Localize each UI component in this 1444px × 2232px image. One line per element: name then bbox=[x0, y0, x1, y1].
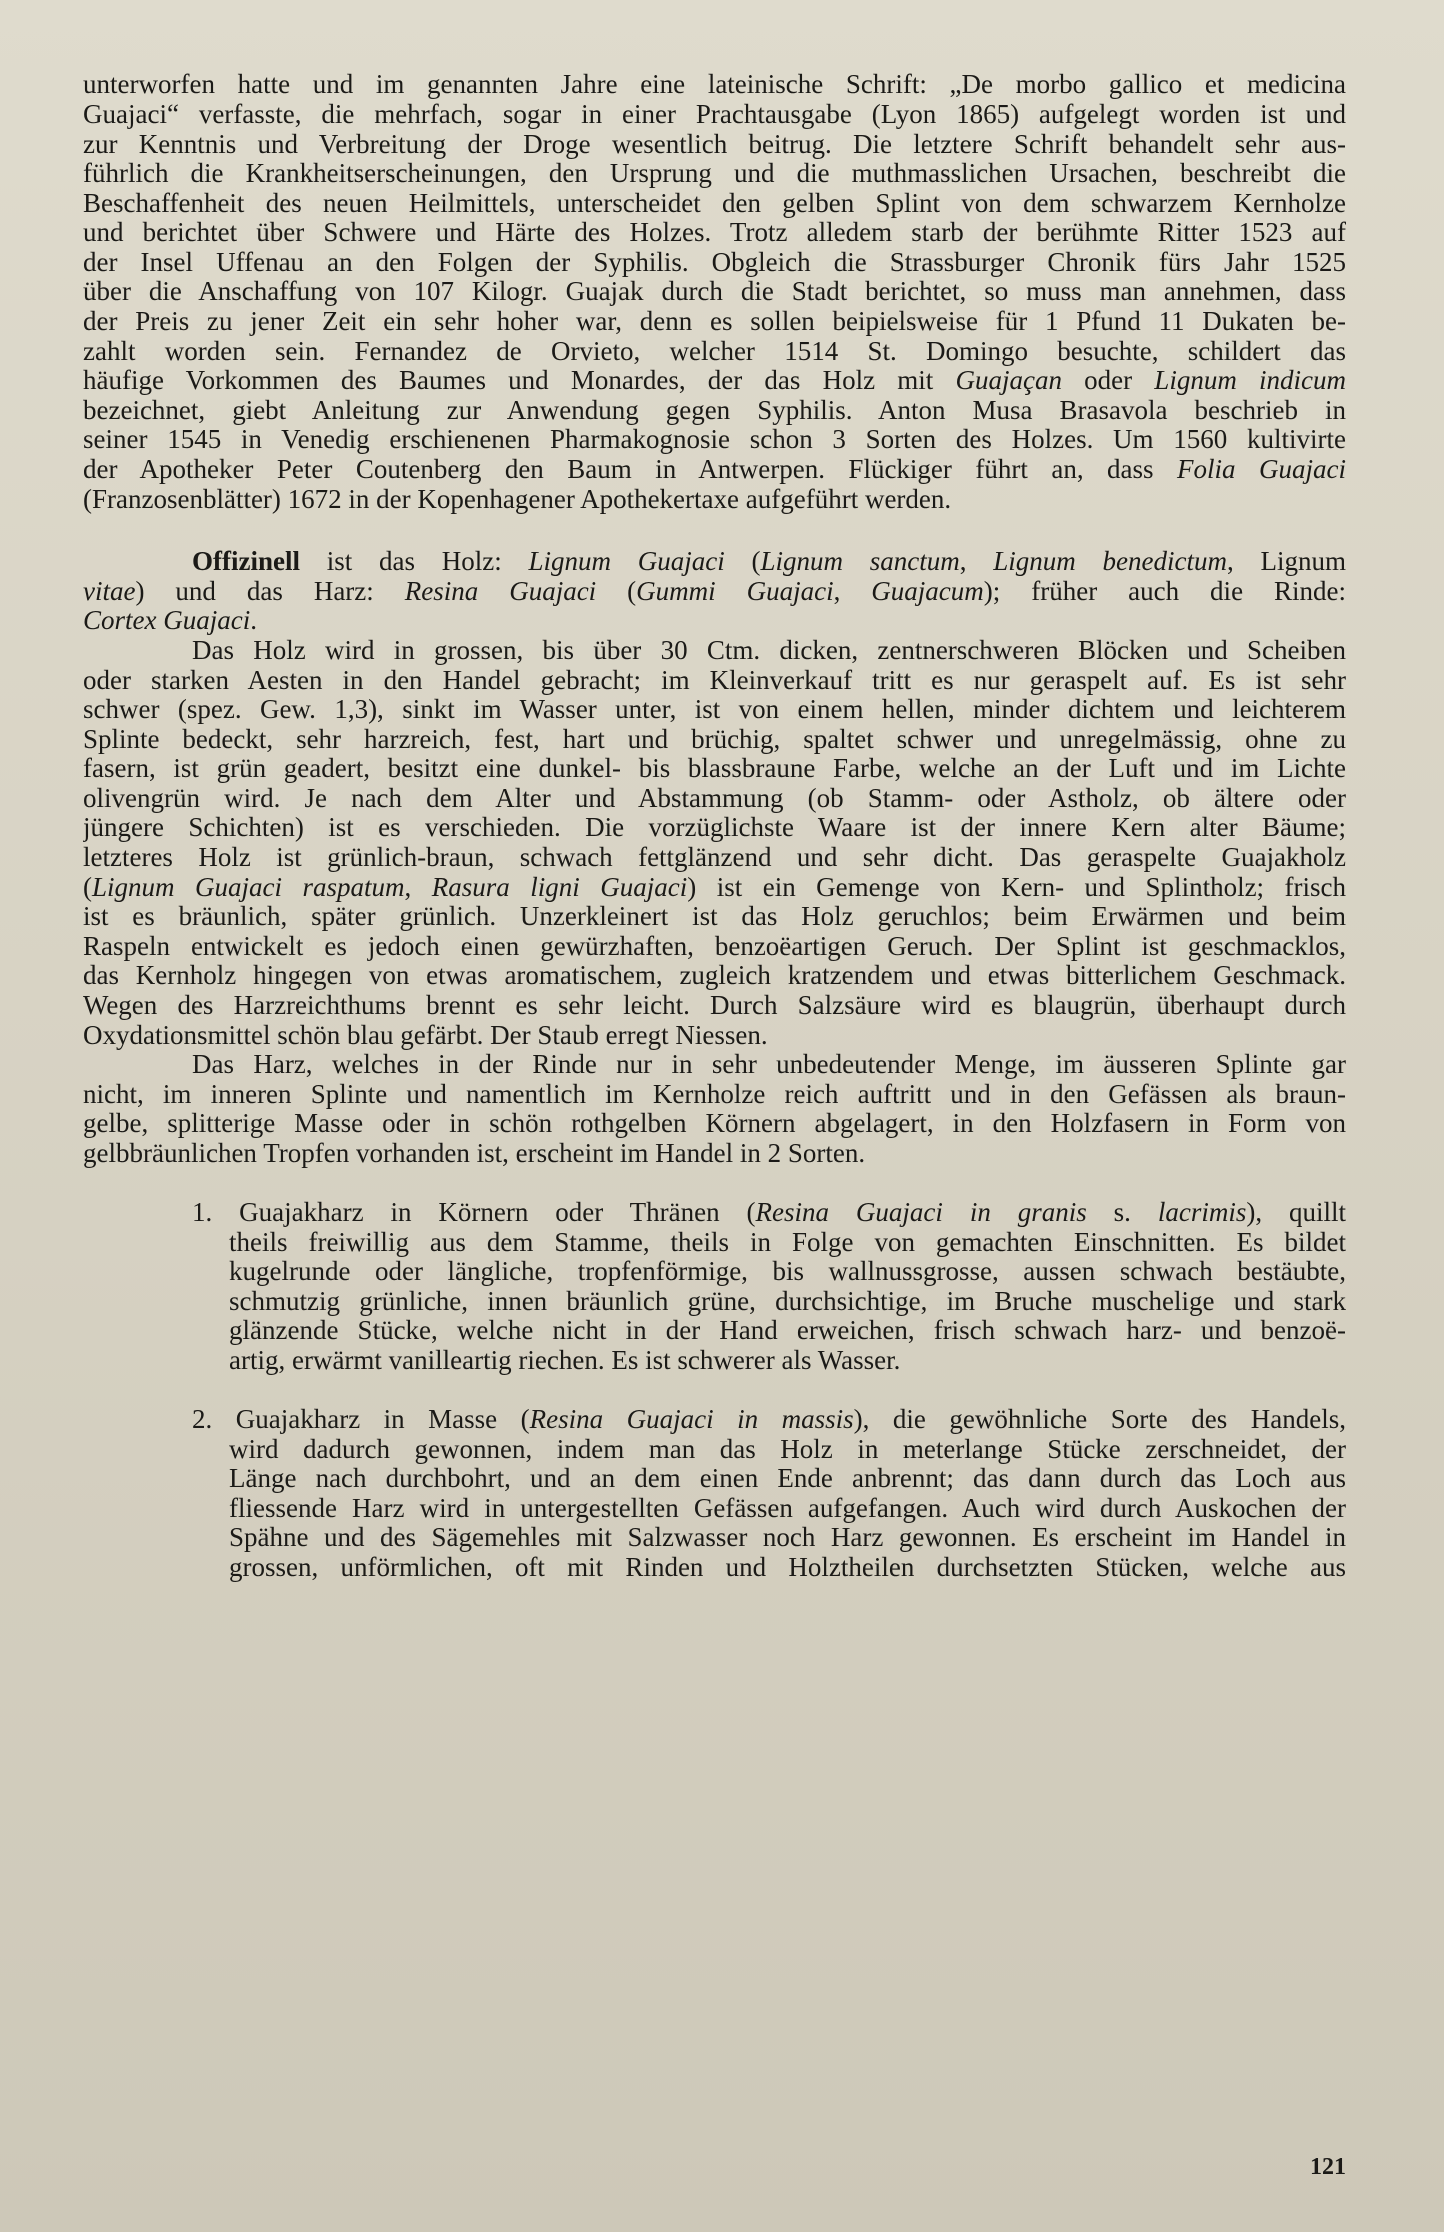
text-line: oder starken Aesten in den Handel gebracht; im Kleinverkauf tritt es nur geraspelt auf. Es ist sehr bbox=[83, 665, 1346, 695]
text-line: nicht, im inneren Splinte und namentlich im Kernholze reich auftritt und in den Gefässen als braun- bbox=[83, 1079, 1346, 1109]
text-line: gelbbräunlichen Tropfen vorhanden ist, erscheint im Handel in 2 Sorten. bbox=[83, 1138, 866, 1168]
text-line: vitae) und das Harz: Resina Guajaci (Gummi Guajaci, Guajacum); früher auch die Rinde: bbox=[83, 576, 1346, 606]
text-line: artig, erwärmt vanilleartig riechen. Es ist schwerer als Wasser. bbox=[229, 1345, 901, 1375]
text-line: schwer (spez. Gew. 1,3), sinkt im Wasser unter, ist von einem hellen, minder dichtem und leichterem bbox=[83, 694, 1346, 724]
text-line: 2. Guajakharz in Masse (Resina Guajaci in massis), die gewöhnliche Sorte des Handels, bbox=[192, 1404, 1346, 1434]
text-line: Offizinell ist das Holz: Lignum Guajaci (Lignum sanctum, Lignum benedictum, Lignum bbox=[192, 546, 1346, 576]
text-line: seiner 1545 in Venedig erschienenen Pharmakognosie schon 3 Sorten des Holzes. Um 1560 kultivirte bbox=[83, 424, 1346, 454]
text-line: das Kernholz hingegen von etwas aromatischem, zugleich kratzendem und etwas bitterlichem Geschmack. bbox=[83, 960, 1346, 990]
text-line: der Preis zu jener Zeit ein sehr hoher war, denn es sollen beipielsweise für 1 Pfund 11 Dukaten be- bbox=[83, 306, 1346, 336]
text-line: ist es bräunlich, später grünlich. Unzerkleinert ist das Holz geruchlos; beim Erwärmen und beim bbox=[83, 901, 1346, 931]
text-line: gelbe, splitterige Masse oder in schön rothgelben Körnern abgelagert, in den Holzfasern in Form von bbox=[83, 1108, 1346, 1138]
text-line: führlich die Krankheitserscheinungen, den Ursprung und die muthmasslichen Ursachen, beschreibt die bbox=[83, 158, 1346, 188]
text-line: Das Holz wird in grossen, bis über 30 Ctm. dicken, zentnerschweren Blöcken und Scheiben bbox=[192, 635, 1346, 665]
text-line: kugelrunde oder längliche, tropfenförmige, bis wallnussgrosse, aussen schwach bestäubte, bbox=[229, 1256, 1346, 1286]
text-line: Cortex Guajaci. bbox=[83, 605, 257, 635]
text-line: Beschaffenheit des neuen Heilmittels, unterscheidet den gelben Splint von dem schwarzem Kernholze bbox=[83, 188, 1346, 218]
text-line: schmutzig grünliche, innen bräunlich grüne, durchsichtige, im Bruche muschelige und stark bbox=[229, 1286, 1346, 1316]
text-line: Das Harz, welches in der Rinde nur in sehr unbedeutender Menge, im äusseren Splinte gar bbox=[192, 1049, 1346, 1079]
text-line: zur Kenntnis und Verbreitung der Droge wesentlich beitrug. Die letztere Schrift behandelt sehr aus- bbox=[83, 129, 1346, 159]
page-number: 121 bbox=[1310, 2154, 1346, 2180]
text-line: unterworfen hatte und im genannten Jahre eine lateinische Schrift: „De morbo gallico et medicina bbox=[83, 69, 1346, 99]
text-line: Guajaci“ verfasste, die mehrfach, sogar in einer Prachtausgabe (Lyon 1865) aufgelegt worden ist und bbox=[83, 99, 1346, 129]
text-line: jüngere Schichten) ist es verschieden. Die vorzüglichste Waare ist der innere Kern alter Bäume; bbox=[83, 812, 1346, 842]
text-line: und berichtet über Schwere und Härte des Holzes. Trotz alledem starb der berühmte Ritter 1523 auf bbox=[83, 217, 1346, 247]
text-line: theils freiwillig aus dem Stamme, theils in Folge von gemachten Einschnitten. Es bildet bbox=[229, 1227, 1346, 1257]
text-line: Oxydationsmittel schön blau gefärbt. Der Staub erregt Niessen. bbox=[83, 1020, 768, 1050]
text-line: wird dadurch gewonnen, indem man das Holz in meterlange Stücke zerschneidet, der bbox=[229, 1434, 1346, 1464]
text-line: der Apotheker Peter Coutenberg den Baum in Antwerpen. Flückiger führt an, dass Folia Guajaci bbox=[83, 454, 1346, 484]
text-line: grossen, unförmlichen, oft mit Rinden und Holztheilen durchsetzten Stücken, welche aus bbox=[229, 1552, 1346, 1582]
text-line: bezeichnet, giebt Anleitung zur Anwendung gegen Syphilis. Anton Musa Brasavola beschrieb in bbox=[83, 395, 1346, 425]
text-line: letzteres Holz ist grünlich-braun, schwach fettglänzend und sehr dicht. Das geraspelte Guajakholz bbox=[83, 842, 1346, 872]
text-line: Wegen des Harzreichthums brennt es sehr leicht. Durch Salzsäure wird es blaugrün, überhaupt durch bbox=[83, 990, 1346, 1020]
text-line: zahlt worden sein. Fernandez de Orvieto, welcher 1514 St. Domingo besuchte, schildert das bbox=[83, 336, 1346, 366]
text-line: (Lignum Guajaci raspatum, Rasura ligni Guajaci) ist ein Gemenge von Kern- und Splintholz; frisch bbox=[83, 872, 1346, 902]
text-line: Raspeln entwickelt es jedoch einen gewürzhaften, benzoëartigen Geruch. Der Splint ist geschmacklos, bbox=[83, 931, 1346, 961]
text-line: Spähne und des Sägemehles mit Salzwasser noch Harz gewonnen. Es erscheint im Handel in bbox=[229, 1522, 1346, 1552]
text-line: fliessende Harz wird in untergestellten Gefässen aufgefangen. Auch wird durch Auskochen der bbox=[229, 1493, 1346, 1523]
text-line: Splinte bedeckt, sehr harzreich, fest, hart und brüchig, spaltet schwer und unregelmässig, ohne zu bbox=[83, 724, 1346, 754]
text-line: fasern, ist grün geadert, besitzt eine dunkel- bis blassbraune Farbe, welche an der Luft und im Lichte bbox=[83, 753, 1346, 783]
text-line: (Franzosenblätter) 1672 in der Kopenhagener Apothekertaxe aufgeführt werden. bbox=[83, 484, 952, 514]
text-line: 1. Guajakharz in Körnern oder Thränen (Resina Guajaci in granis s. lacrimis), quillt bbox=[192, 1197, 1346, 1227]
text-line: über die Anschaffung von 107 Kilogr. Guajak durch die Stadt berichtet, so muss man annehmen, dass bbox=[83, 276, 1346, 306]
text-line: häufige Vorkommen des Baumes und Monardes, der das Holz mit Guajaçan oder Lignum indicum bbox=[83, 365, 1346, 395]
text-line: olivengrün wird. Je nach dem Alter und Abstammung (ob Stamm- oder Astholz, ob ältere oder bbox=[83, 783, 1346, 813]
text-line: Länge nach durchbohrt, und an dem einen Ende anbrennt; das dann durch das Loch aus bbox=[229, 1463, 1346, 1493]
text-line: glänzende Stücke, welche nicht in der Hand erweichen, frisch schwach harz- und benzoë- bbox=[229, 1315, 1346, 1345]
text-line: der Insel Uffenau an den Folgen der Syphilis. Obgleich die Strassburger Chronik fürs Jahr 1525 bbox=[83, 247, 1346, 277]
